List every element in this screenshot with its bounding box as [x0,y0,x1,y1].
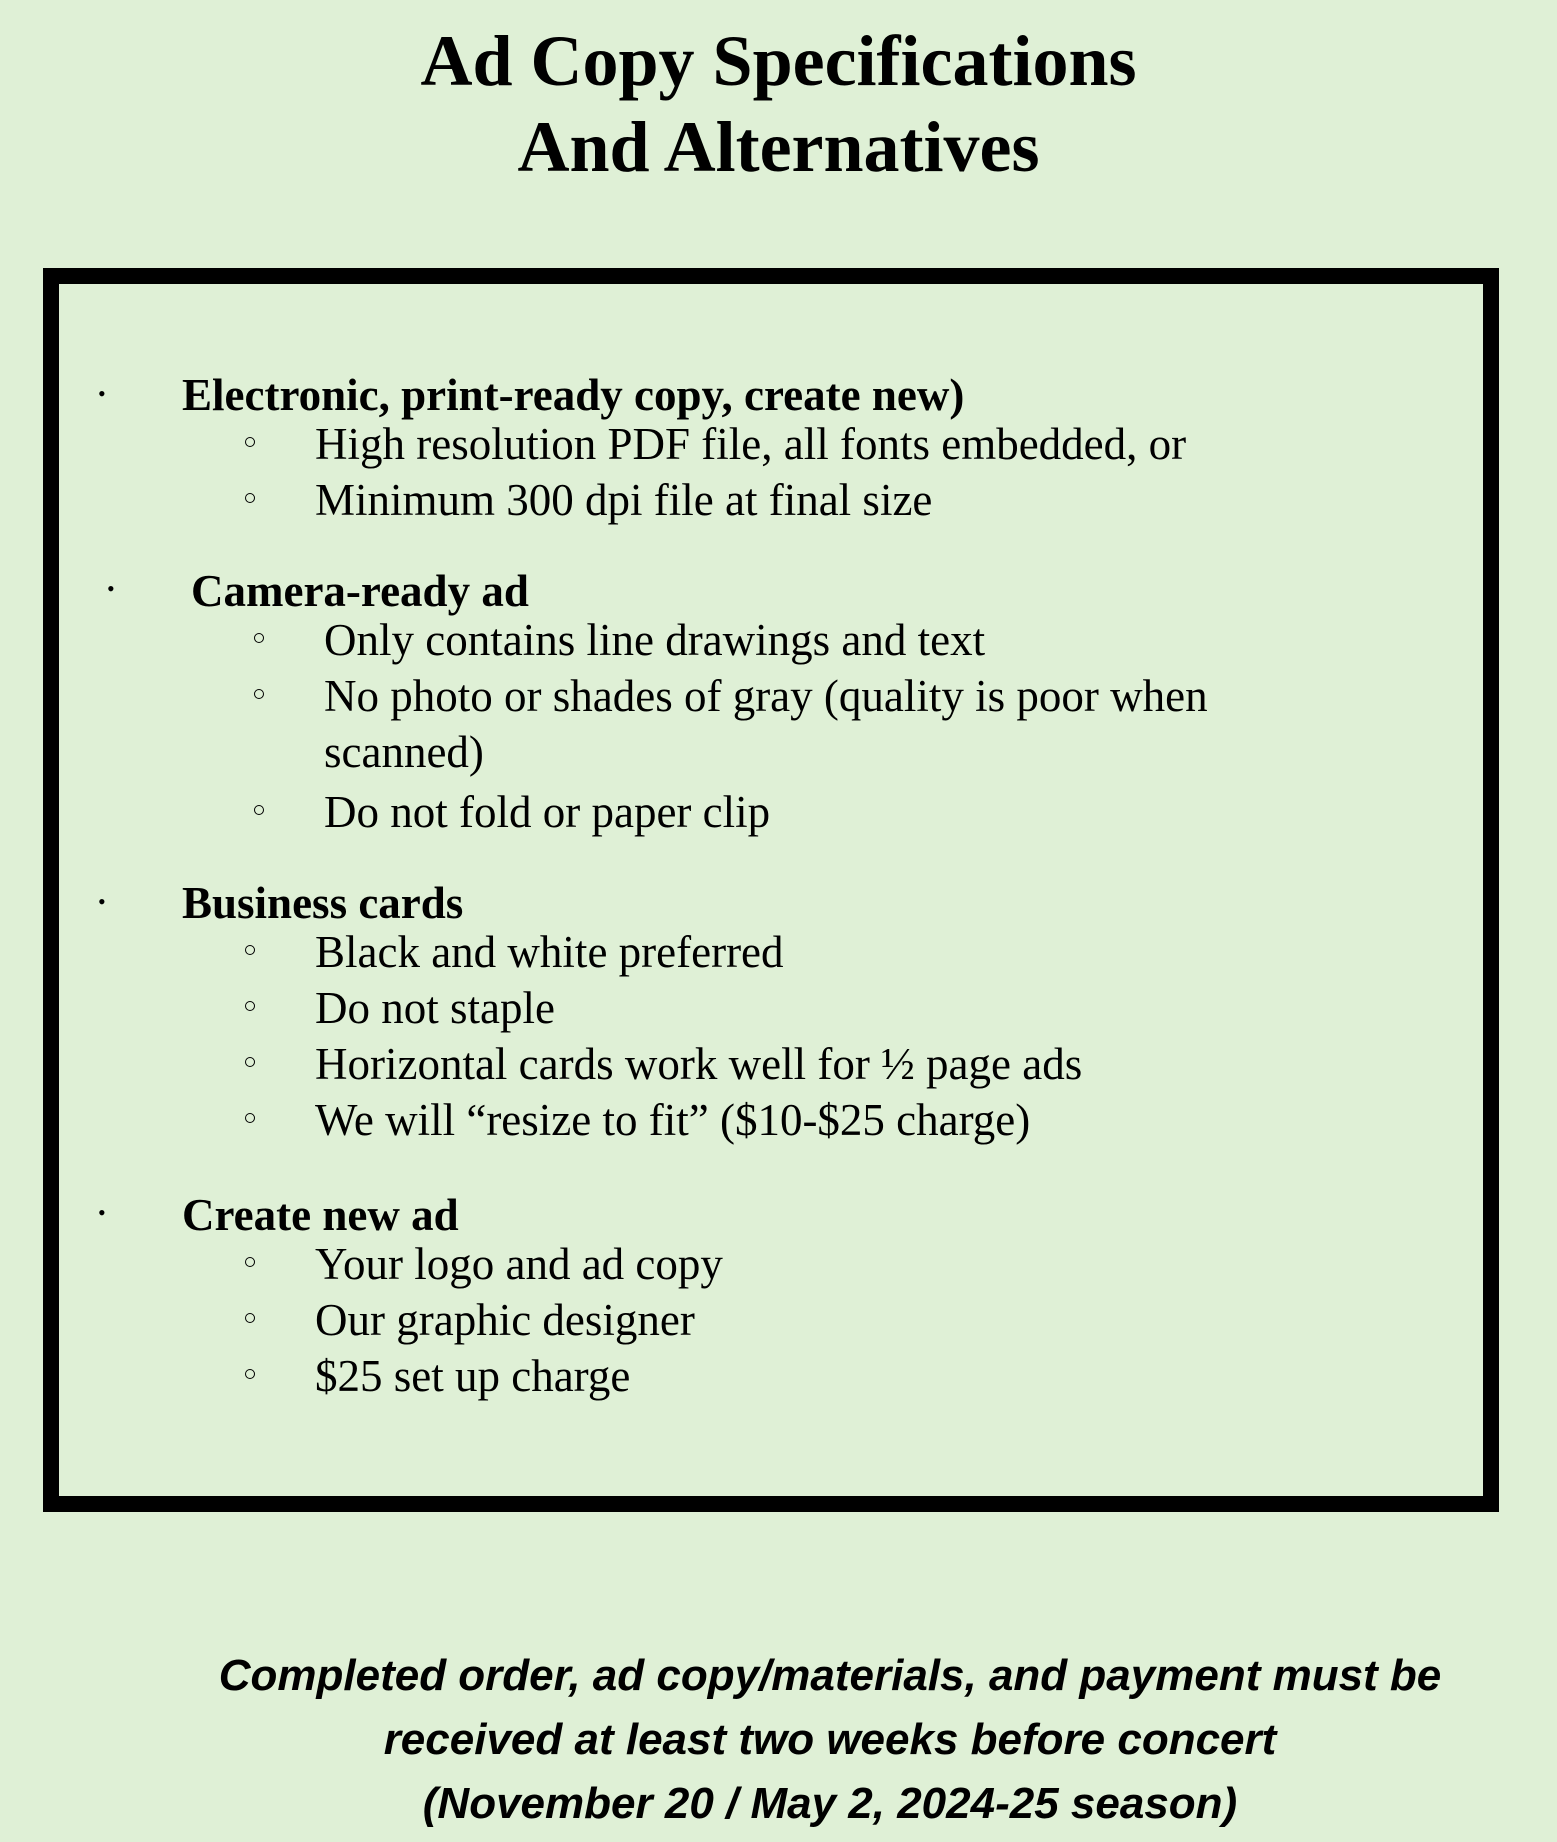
list-item: Do not staple [315,980,555,1036]
list-item: High resolution PDF file, all fonts embedded, or [315,416,1186,472]
page-title-line-1: Ad Copy Specifications [420,21,1137,101]
list-item: Our graphic designer [315,1292,695,1348]
list-item: Your logo and ad copy [315,1236,723,1292]
list-item: Do not fold or paper clip [324,784,770,840]
specifications-box [43,268,1499,1512]
page-title-line-2: And Alternatives [517,107,1040,187]
circle-bullet-icon [254,689,264,699]
circle-bullet-icon [245,945,255,955]
list-item: No photo or shades of gray (quality is poor when scanned) [324,668,1334,780]
page-title [0,18,1557,190]
circle-bullet-icon [254,633,264,643]
deadline-notice-line-2: received at least two weeks before concert [383,1715,1277,1764]
section-heading: Electronic, print-ready copy, create new) [182,370,965,420]
deadline-notice-line-3: (November 20 / May 2, 2024-25 season) [422,1779,1238,1828]
list-item: Horizontal cards work well for ½ page ads [315,1036,1082,1092]
circle-bullet-icon [245,437,255,447]
bullet-icon: • [107,576,115,601]
list-item: $25 set up charge [315,1348,630,1404]
circle-bullet-icon [245,1313,255,1323]
section-heading: Business cards [182,878,464,928]
list-item: Black and white preferred [315,924,784,980]
section-heading: Camera-ready ad [191,566,529,616]
circle-bullet-icon [245,1257,255,1267]
bullet-icon: • [98,889,106,914]
bullet-icon: • [98,1200,106,1225]
deadline-notice-line-1: Completed order, ad copy/materials, and payment must be [218,1651,1442,1700]
circle-bullet-icon [254,805,264,815]
circle-bullet-icon [245,493,255,503]
circle-bullet-icon [245,1001,255,1011]
list-item: Only contains line drawings and text [324,612,985,668]
circle-bullet-icon [245,1369,255,1379]
list-item: Minimum 300 dpi file at final size [315,472,932,528]
section-heading: Create new ad [182,1190,459,1240]
bullet-icon: • [98,381,106,406]
deadline-notice [110,1644,1550,1836]
circle-bullet-icon [245,1113,255,1123]
circle-bullet-icon [245,1057,255,1067]
list-item: We will “resize to fit” ($10-$25 charge) [315,1092,1030,1148]
